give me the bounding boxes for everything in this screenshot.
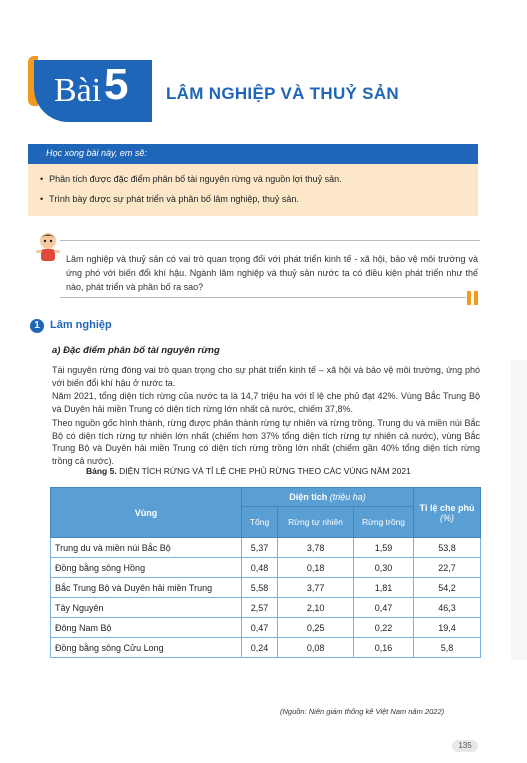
cell-natural: 3,78: [278, 538, 354, 558]
cell-total: 5,37: [242, 538, 278, 558]
cell-coverage: 5,8: [414, 638, 481, 658]
header-area: [242, 488, 414, 507]
forest-table: [50, 487, 481, 658]
section-title: Lâm nghiệp: [50, 319, 112, 331]
header-area-unit: (triệu ha): [329, 492, 366, 502]
table-caption: [86, 466, 411, 476]
cell-natural: 2,10: [278, 598, 354, 618]
cell-natural: 0,25: [278, 618, 354, 638]
lesson-word: Bài: [54, 72, 102, 109]
table-row: [51, 638, 481, 658]
header-natural: Rừng tự nhiên: [278, 507, 354, 538]
cell-planted: 0,16: [354, 638, 414, 658]
cell-planted: 0,47: [354, 598, 414, 618]
lesson-title: LÂM NGHIỆP VÀ THUỶ SẢN: [166, 84, 399, 103]
table-row: [51, 558, 481, 578]
cell-region: Bắc Trung Bộ và Duyên hải miền Trung: [51, 578, 242, 598]
paragraph: Năm 2021, tổng diện tích rừng của nước ta là 14,7 triệu ha với tỉ lệ che phủ đạt 42%. Vùng Bắc Trung Bộ và Duyên hải miền Trung có diện tích rừng lớn nhất cả nước, chiếm 37,8%.: [52, 391, 480, 414]
cell-region: Đồng bằng sông Cửu Long: [51, 638, 242, 658]
header-area-label: Diện tích: [289, 492, 328, 502]
cell-region: Đồng bằng sông Hồng: [51, 558, 242, 578]
table-row: [51, 538, 481, 558]
student-mascot-icon: [32, 230, 64, 264]
header-planted: Rừng trồng: [354, 507, 414, 538]
cell-planted: 1,81: [354, 578, 414, 598]
cell-natural: 0,18: [278, 558, 354, 578]
cell-region: Đông Nam Bộ: [51, 618, 242, 638]
intro-paragraph: Lâm nghiệp và thuỷ sản có vai trò quan trọng đối với phát triển kinh tế - xã hội, bảo vệ môi trường và ứng phó với biến đổi khí hậu. Ngành lâm nghiệp và thuỷ sản nước ta có điều kiện phát triển như thế nào, phát triển và phân bố ra sao?: [66, 254, 478, 292]
intro-bottom-rule: [60, 297, 466, 298]
header-region: Vùng: [51, 488, 242, 538]
page-number: 135: [452, 740, 478, 752]
objective-item: • Trình bày được sự phát triển và phân bố lâm nghiệp, thuỷ sản.: [40, 194, 299, 204]
table-caption-label: Bảng 5.: [86, 466, 117, 476]
cell-total: 0,48: [242, 558, 278, 578]
cell-coverage: 22,7: [414, 558, 481, 578]
objectives-header: [28, 144, 478, 164]
lesson-number: 5: [104, 60, 129, 109]
paragraph: Tài nguyên rừng đóng vai trò quan trọng cho sự phát triển kinh tế – xã hội và bảo vệ môi trường, ứng phó với biến đổi khí hậu ở nước ta.: [52, 365, 480, 388]
cell-planted: 0,22: [354, 618, 414, 638]
cell-coverage: 19,4: [414, 618, 481, 638]
cell-total: 5,58: [242, 578, 278, 598]
cell-total: 2,57: [242, 598, 278, 618]
cell-natural: 3,77: [278, 578, 354, 598]
pause-marker-icon: [466, 290, 480, 306]
cell-total: 0,47: [242, 618, 278, 638]
cell-coverage: 53,8: [414, 538, 481, 558]
subsection-title: a) Đặc điểm phân bố tài nguyên rừng: [52, 345, 220, 356]
table-row: [51, 578, 481, 598]
cell-region: Trung du và miền núi Bắc Bộ: [51, 538, 242, 558]
table-source: (Nguồn: Niên giám thống kê Việt Nam năm 2022): [280, 707, 445, 716]
cell-planted: 1,59: [354, 538, 414, 558]
cell-natural: 0,08: [278, 638, 354, 658]
header-coverage-label: Tỉ lệ che phủ: [419, 502, 475, 513]
table-row: [51, 598, 481, 618]
cell-coverage: 54,2: [414, 578, 481, 598]
table-caption-text: DIỆN TÍCH RỪNG VÀ TỈ LỆ CHE PHỦ RỪNG THEO CÁC VÙNG NĂM 2021: [119, 466, 411, 476]
intro-top-rule: [60, 240, 480, 241]
cell-total: 0,24: [242, 638, 278, 658]
header-coverage-unit: (%): [440, 512, 454, 523]
table-row: [51, 618, 481, 638]
objectives-header-label: Học xong bài này, em sẽ:: [46, 148, 147, 158]
header-coverage: [414, 488, 481, 538]
objectives-box: [28, 164, 478, 216]
page-side-margin: [511, 360, 527, 660]
objective-item: • Phân tích được đặc điểm phân bố tài nguyên rừng và nguồn lợi thuỷ sản.: [40, 174, 342, 184]
cell-coverage: 46,3: [414, 598, 481, 618]
cell-region: Tây Nguyên: [51, 598, 242, 618]
section-number: 1: [30, 319, 44, 333]
header-total: Tổng: [242, 507, 278, 538]
cell-planted: 0,30: [354, 558, 414, 578]
paragraph: Theo nguồn gốc hình thành, rừng được phân thành rừng tự nhiên và rừng trồng. Trung du và miền núi Bắc Bộ có diện tích rừng tự nhiên lớn nhất (chiếm hơn 37% tổng diện tích rừng tự nhiên cả nước), vùng Bắc Trung Bộ và Duyên hải miền Trung có diện tích rừng trồng lớn nhất (chiếm gần 40% tổng diện tích rừng trồng cả nước).: [52, 418, 480, 466]
